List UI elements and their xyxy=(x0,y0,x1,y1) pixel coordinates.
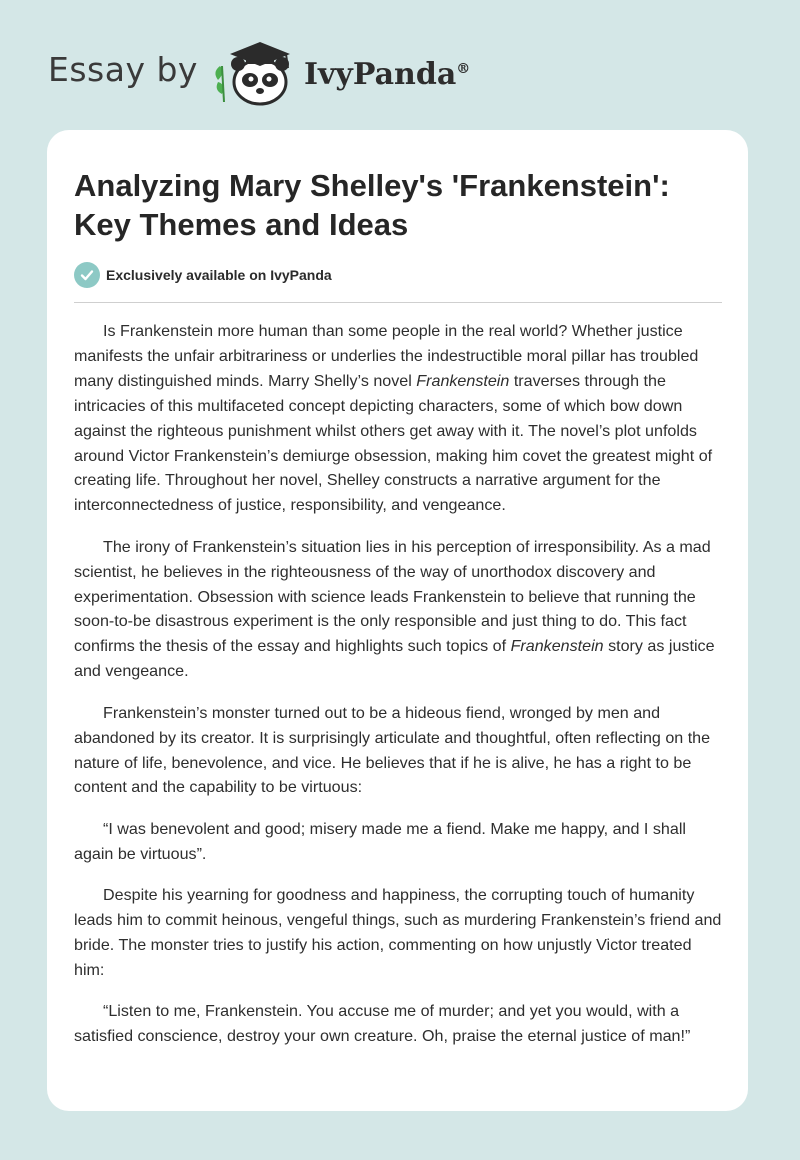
registered-mark: ® xyxy=(456,60,471,77)
divider xyxy=(74,302,722,303)
site-header xyxy=(48,36,470,108)
panda-logo-icon xyxy=(210,36,300,108)
badge-label: Exclusively available on IvyPanda xyxy=(106,267,332,283)
essay-body xyxy=(74,319,724,1066)
p1-title-italic: Frankenstein xyxy=(416,371,510,390)
paragraph-3: Frankenstein’s monster turned out to be a hideous fiend, wronged by men and abandoned by its creator. It is surprisingly articulate and thoughtful, often reflecting on the nature of life, benevolence, and vice. He believes that if he is alive, he has a right to be content and the capability to be virtuous: xyxy=(74,703,711,797)
exclusive-badge xyxy=(74,262,332,288)
essay-card xyxy=(47,130,748,1111)
p2-text-a: The irony of Frankenstein’s situation lies in his perception of irresponsibility. As a mad scientist, he believes in the righteousness of the way of unorthodox discovery and experimentation. Obsession with science leads Frankenstein to believe that running the soon-to-be disastrous experiment is the only responsible and just thing to do. This fact confirms the thesis of the essay and highlights such topics of xyxy=(74,537,711,656)
p2-text-b: story as justice and vengeance. xyxy=(74,637,715,681)
paragraph-1 xyxy=(74,319,724,518)
brand-name[interactable] xyxy=(304,57,470,92)
paragraph-2 xyxy=(74,535,724,684)
quote-1: “I was benevolent and good; misery made me a fiend. Make me happy, and I shall again be virtuous”. xyxy=(74,819,686,863)
essay-by-label: Essay by xyxy=(48,49,198,89)
brand-text: IvyPanda xyxy=(303,56,457,92)
title-line-1: Analyzing Mary Shelley's 'Frankenstein': xyxy=(74,168,670,203)
p1-text-b: traverses through the intricacies of this multifaceted concept depicting characters, some of which bow down against the righteous punishment whilst others get away with it. The novel’s plot unfolds around Victor Frankenstein’s demiurge obsession, making him covet the greatest might of creating life. Throughout her novel, Shelley constructs a narrative argument for the interconnectedness of justice, responsibility, and vengeance. xyxy=(74,371,713,515)
p2-title-italic: Frankenstein xyxy=(510,637,604,656)
check-icon xyxy=(74,262,100,288)
p1-text-a: Is Frankenstein more human than some people in the real world? Whether justice manifests the unfair arbitrariness or underlies the indestructible moral pillar has troubled many distinguished minds. Marry Shelly’s novel xyxy=(74,322,699,390)
essay-title xyxy=(74,166,724,244)
panda-graduate-logo[interactable] xyxy=(210,36,300,108)
quote-2: “Listen to me, Frankenstein. You accuse me of murder; and yet you would, with a satisfied conscience, destroy your own creature. Oh, praise the eternal justice of man!” xyxy=(74,1002,691,1046)
title-line-2: Key Themes and Ideas xyxy=(74,207,409,242)
paragraph-5: Despite his yearning for goodness and happiness, the corrupting touch of humanity leads him to commit heinous, vengeful things, such as murdering Frankenstein’s friend and bride. The monster tries to justify his action, commenting on how unjustly Victor treated him: xyxy=(74,886,722,979)
